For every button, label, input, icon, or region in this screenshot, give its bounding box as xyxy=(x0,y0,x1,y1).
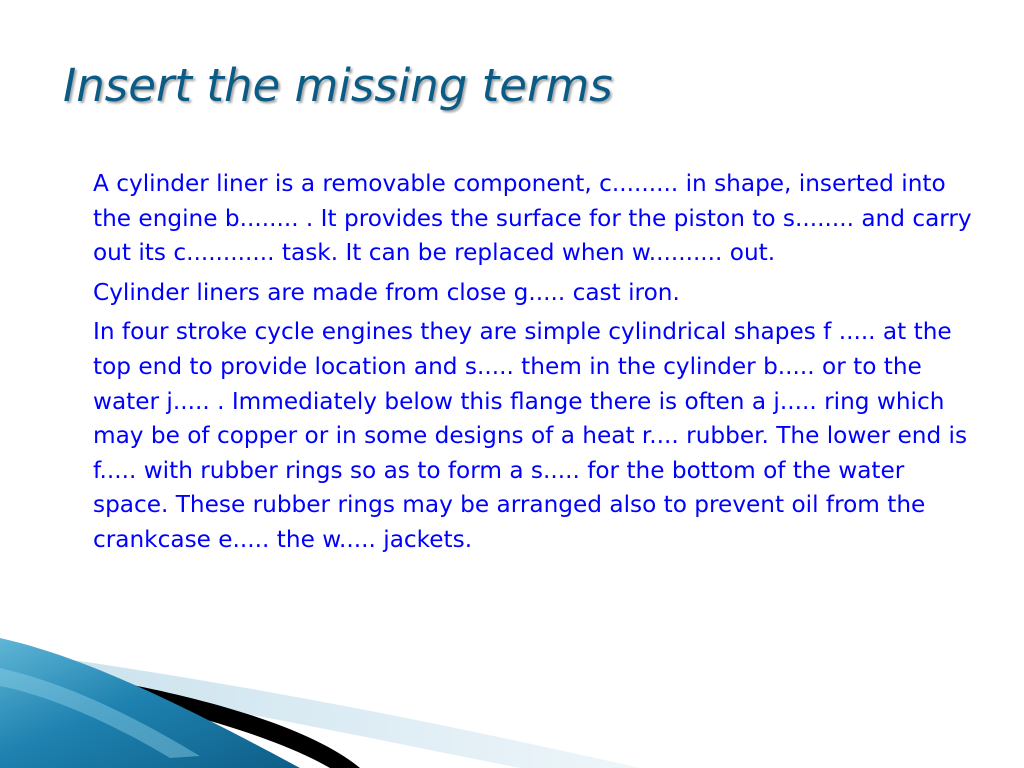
slide-title: Insert the missing terms xyxy=(63,59,613,112)
term-cylinder-liner: cylinder liner xyxy=(116,170,268,197)
paragraph-1-rest: is a removable component, c......... in shape, inserted into the engine b........ . It provides the surface for the piston to s........ and carry out its c............ task. It can be replaced when w.......... out. xyxy=(93,170,972,267)
slide-body xyxy=(93,167,973,563)
paragraph-1-lead: A xyxy=(93,170,117,197)
paragraph-2: Cylinder liners are made from close g..... cast iron. xyxy=(93,278,680,306)
decorative-corner-wave xyxy=(0,638,1024,768)
paragraph-3: In four stroke cycle engines they are simple cylindrical shapes f ..... at the top end to provide location and s..... them in the cylinder b..... or to the water j..... . Immediately below this flange there is often a j..... ring which may be of copper or in some designs of a heat r.... rubber. The lower end is f..... with rubber rings so as to form a s..... for the bottom of the water space. These rubber rings may be arranged also to prevent oil from the crankcase e..... the w..... jackets. xyxy=(93,318,968,553)
paragraph-1 xyxy=(93,167,973,271)
